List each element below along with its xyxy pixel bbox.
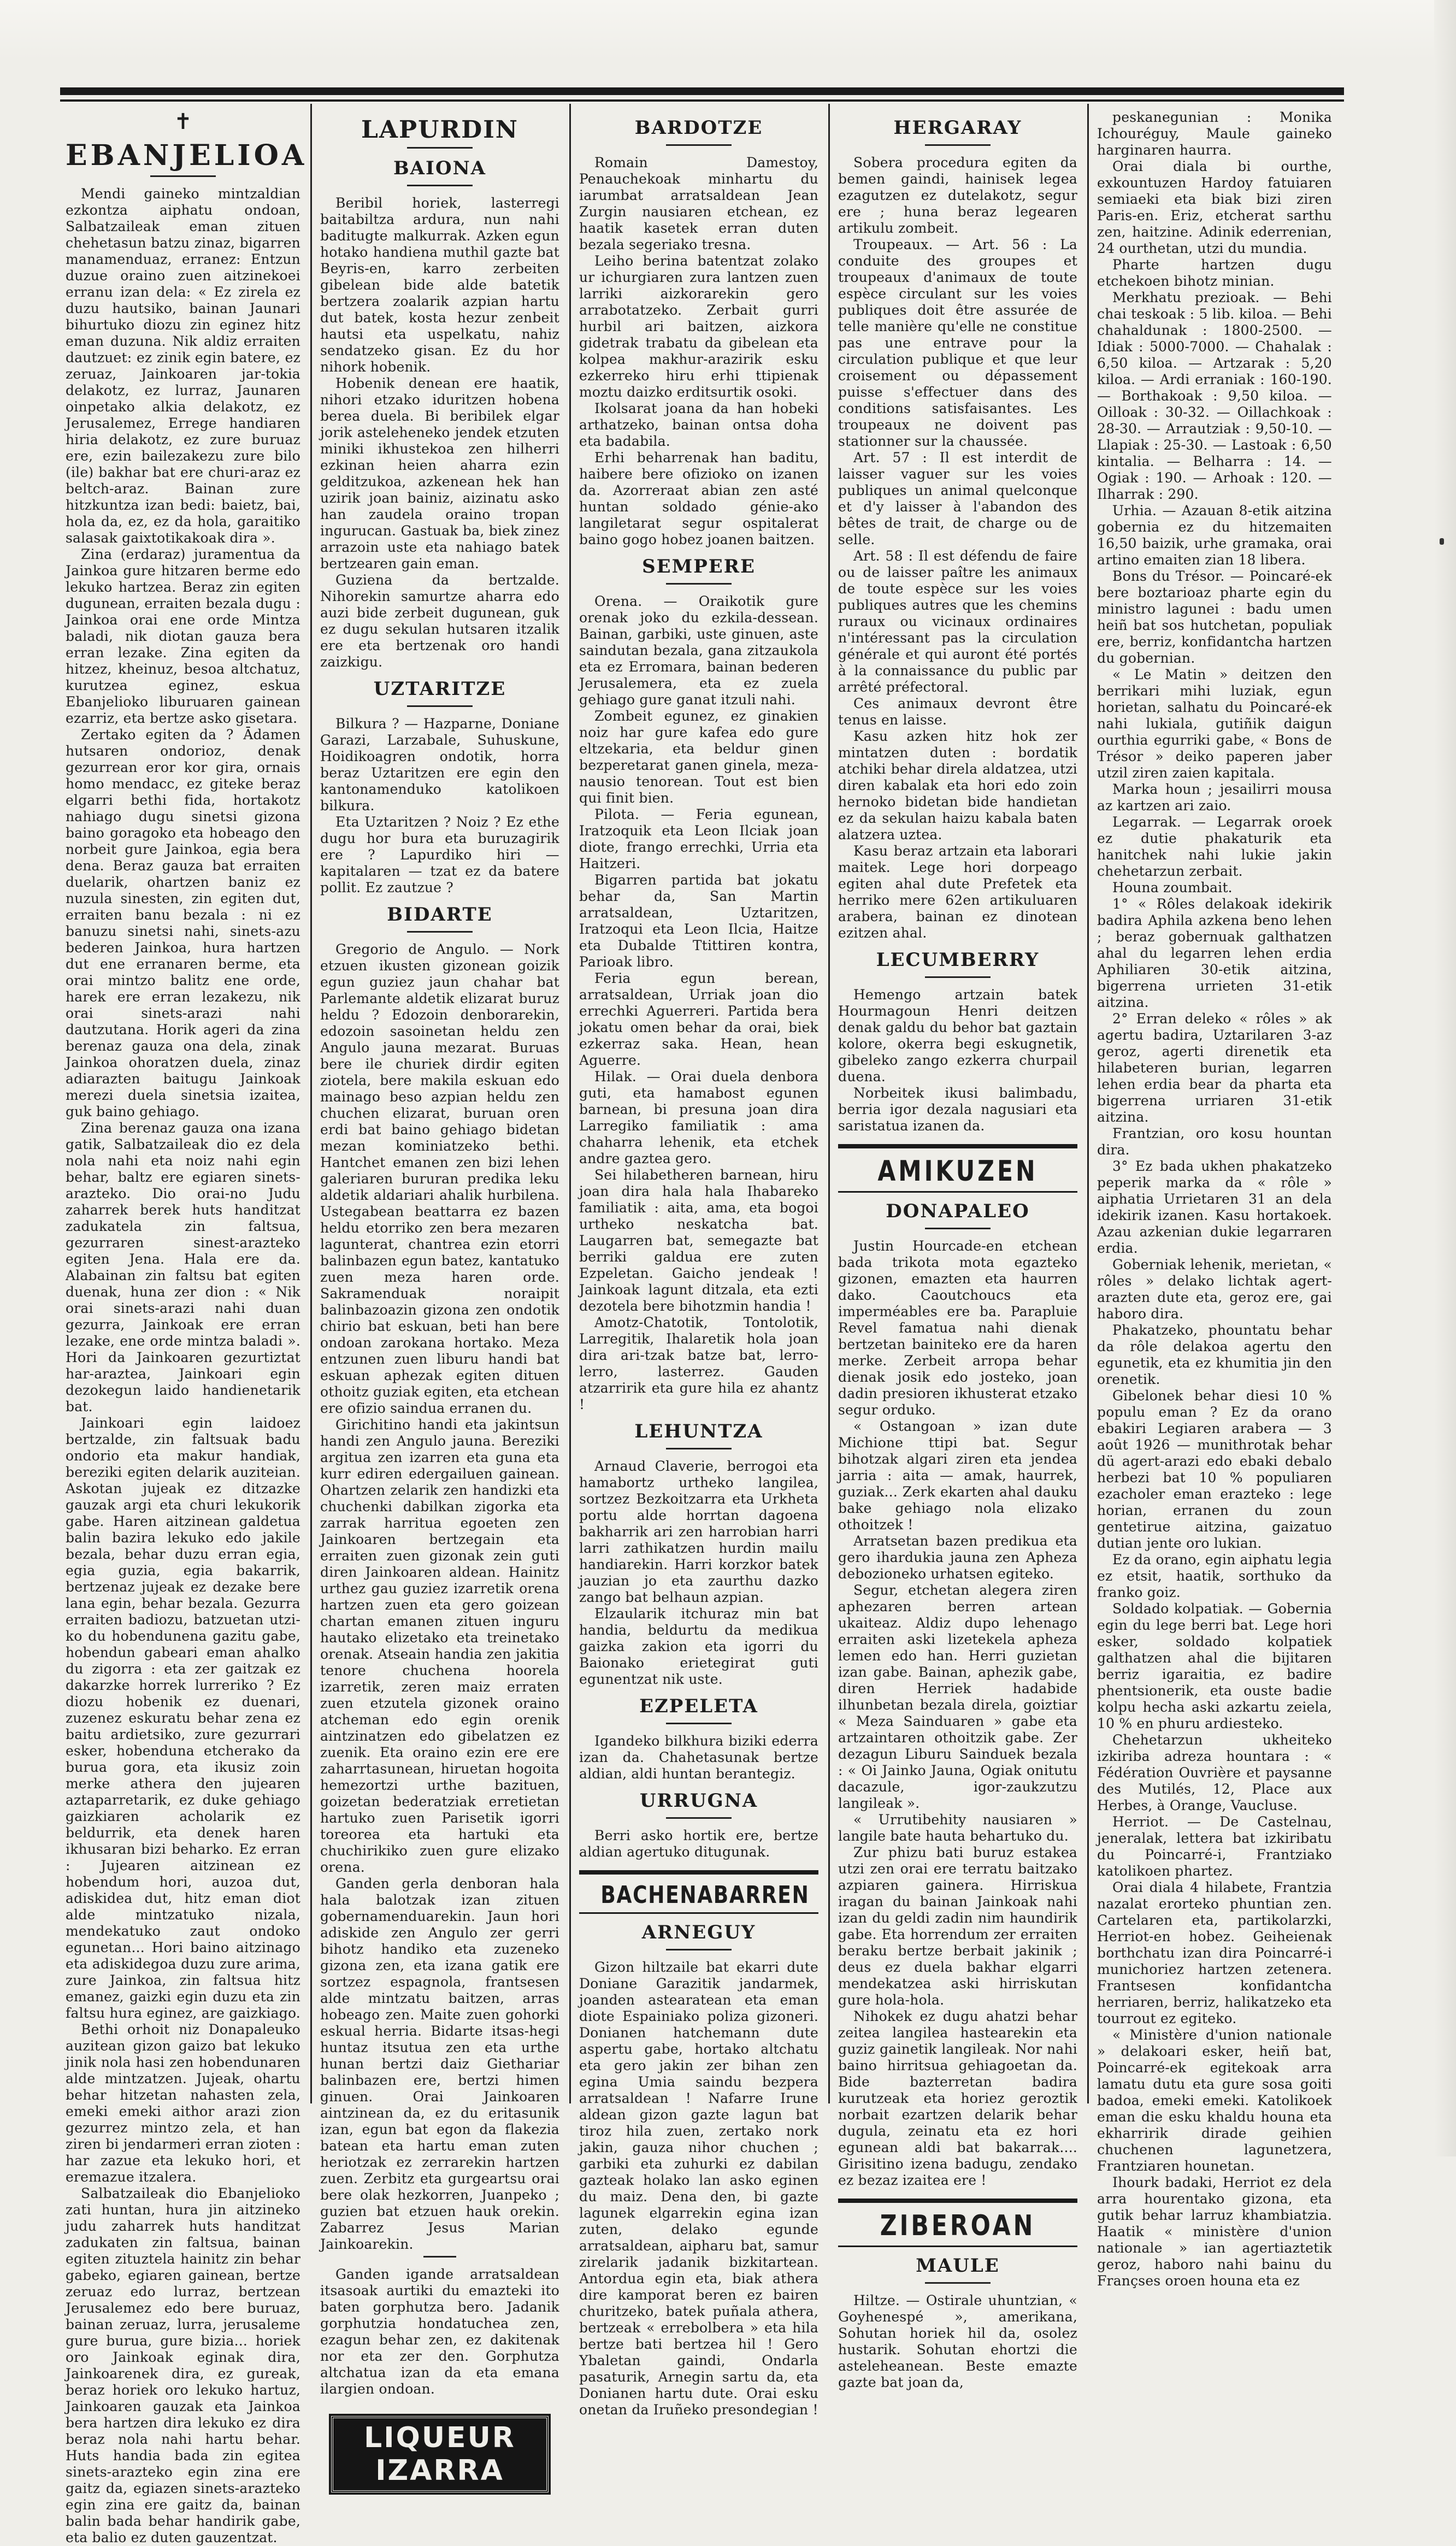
paragraph: Bethi orhoit niz Donapaleuko auzitean gizon gaizo bat lekuko jinik nola hasi zen hobendunaren alde mintzatzen. Jujeak, ohartu behar hitzetan nahasten zela, emeki emeki aithor arazi zion gezurrez mintzo zela, et han ziren bi jendarmeri erran zioten : har zazue eta lekuko hori, et eremazue itzalera. [66,2022,300,2185]
divider [925,2282,991,2284]
paragraph: Ganden igande arratsaldean itsasoak aurtiki du emazteki ito baten gorphutza bero. Jadanik gorphutzia hondatuchea zen, ezagun behar zen, ez dakitenak nor eta zer den. Gorphutza altchatua izan da eta emana ilargien ondoan. [320,2266,559,2397]
article-list [838,1200,1077,2189]
band-rule-thin [579,1912,818,1914]
section-header-bachenabarren: BACHENABARREN [600,1881,810,1909]
newspaper-page [60,87,1344,2545]
paragraph: Houna zoumbait. [1112,880,1233,895]
paragraph: Pilota. — Feria egunean, Iratzoquik eta Leon Ilciak joan diote, frango errechki, Urria eta Haitzeri. [579,806,818,871]
paragraph: Ganden gerla denboran hala hala balotzak izan zituen gobernamenduarekin. Jaun hori adiskide zen Angulo zer gerri bihotz handiko eta zuzeneko gizona zen, eta izana gatik ere sortzez espagnola, frantsesen alde mintzatu baitzen, arras hobeago zen. Maite zuen gohorki eskual herria. Bidarte itsas-hegi huntaz itsutua zen eta urthe hunan bertzi daiz Giethariar balinbazen ere, bertzi himen ginuen. Orai Jainkoaren aintzinean da, ez du eritasunik izan, egun bat egon da flakezia batean eta hartu eman zuten heriotzak ez zerrarekin hartzen zuen. Zerbitz eta gurgeartsu orai bere olak hezkorren, Juanpeko ; guzien bat etzuen hauk orekin. Zabarrez Jesus Marian Jainkoarekin. [320,1876,559,2252]
paragraph: Orai diala bi ourthe, exkountuzen Hardoy fatuiaren semiaeki eta biak bizi ziren Paris-en. Eriz, etcherat sarthu zen, haitzine. Adinik ederrenian, 24 ourthetan, utzi du mundia. [1097,158,1332,256]
paragraph: Merkhatu prezioak. — Behi chai teskoak : 5 lib. kiloa. — Behi chahaldunak : 1800-2500. — Idiak : 5000-7000. — Chahalak : 6,50 kiloa. — Artzarak : 5,20 kiloa. — Ardi erraniak : 160-190. — Borthakoak : 9,50 kiloa. — Oilloak : 30-32. — Oillachkoak : 28-30. — Arrautziak : 9,50-10. — Llapiak : 25-30. — Lastoak : 6,50 kintalia. — Belharra : 14. — Ogiak : 190. — Arhoak : 120. — Ilharrak : 290. [1097,290,1332,502]
paragraph: Hilak. — Orai duela denbora guti, eta hamabost egunen barnean, bi presuna joan dira Larregiko familiatik : ama chaharra lehenik, eta etchek andre gaztea gero. [579,1069,818,1166]
band-rule-thin [838,2246,1077,2247]
paragraph: Zina berenaz gauza ona izana gatik, Salbatzaileak dio ez dela nola nahi eta noiz nahi egin behar, baltz ere egiaren sinets-arazteko. Dio orai-no Judu zaharrek berek huts handitzat zadukatela zin faltsua, gezurraren sinest-arazteko egiten Jena. Hala ere da. Alabainan zin faltsu bat egiten duenak, huna zer dion : « Nik orai sinets-arazi nahi duan gezurra, Jainkoak ere erran lezake, ene orde mintza baladi ». Hori da Jainkoaren gezurtiztat har-araztea, Jainkoari egin dezokegun laido handienetarik bat. [66,1120,300,1415]
paragraph: Zur phizu bati buruz estakea utzi zen orai ere terratu baitzako azpiaren gainera. Hirriskua iragan du bainan Jainkoak nahi izan du geldi zadin nim haundirik gabe. Eta horrendum zer erraiten beraku bertze berbait jakinik ; deus ez duela bakhar elgarri mendekatzea aski hirriskutan gure hola-hola. [838,1844,1077,2008]
paragraph: Justin Hourcade-en etchean bada trikota mota egazteko gizonen, emazten eta haurren dako. Caoutchoucs eta imperméables ere ba. Parapluie Revel famatua nahi dienak bertzetan bainiteko ere da haren merke. Zerbeit arropa behar dienak josik edo josteko, joan dadin presioren ikhusterat etzako segur orduko. [838,1238,1077,1418]
paragraph: Segur, etchetan alegera ziren aphezaren berren artean ukaiteaz. Aldiz dupo lehenago erraiten aski lizetekela apheza lemen edo han. Herri guzietan izan gabe. Bainan, aphezik gabe, diren Herriek hadabide ilhunbetan bezala direla, goiztiar « Meza Sainduaren » gabe eta artzaintaren othoitzik gabe. Zer dezagun Liburu Sainduek bezala : « Oi Jainko Jauna, Ogiak onitutu dacazule, igor-zaukzutzu langileak ». [838,1582,1077,1811]
paper-fold [0,0,1456,60]
paragraph: Pharte hartzen dugu etchekoen bihotz minian. [1097,257,1332,289]
section-header-ziberoan: ZIBEROAN [880,2209,1036,2242]
page-edge [1434,0,1456,2156]
paragraph: Gizon hiltzaile bat ekarri dute Doniane Garazitik jandarmek, joanden astearatean eta eman diote Espainiako poliza gizoneri. Donianen hatchemann dute aspertu gabe, hortako altchatu eta gero jakin zer bihan zen egina Umia saindu bezpera arratsaldean ! Nafarre Irune aldean gizon gazte lagun bat tiroz hila zuen, zertako nork jakin, gauza nihor chuchen ; garbiki eta zuhurki ez dabilan gazteak holako lan asko eginen du maiz. Dena den, bi gazte lagunek elgarrekin egina izan zuten, delako egunde arratsaldean, aipharu bat, samur zirelarik jadanik bizkitartean. Antordua egin eta, biak athera dire kamporat beren ez bairen churitzeko, batek puñala athera, bertzeak « errebolbera » eta hila bertze bati bertzea hil ! Gero Ybaletan gaindi, Ondarla pasaturik, Arnegin sartu da, eta Donianen hartu dute. Orai esku onetan da Iruñeko presondegian ! [579,1959,818,2418]
divider [666,1949,732,1950]
paragraph: Gibelonek behar diesi 10 % populu eman ? Ez da orano ebakiri Legiaren arabera — 3 août 1926 — munithrotak behar dü agert-arazi edo ebaki debalo herbezi bat 10 % populiaren ezacholer eman erazteko : lege horian, erranen du zoun gentetirue aitzina, gaizatuo dutian jente oro lukian. [1097,1388,1332,1551]
paragraph: 2° Erran deleko « rôles » ak agertu badira, Uztarilaren 3-az geroz, agerti direnetik eta hilabeteren burian, legarren lehen erdia bear da pharta eta bigerrena urriaren 31-etik aitzina. [1097,1011,1332,1125]
divider [925,1228,991,1229]
article-title: UZTARITZE [373,678,506,700]
paragraph: Zertako egiten da ? Ādamen hutsaren ondorioz, denak gezurrean eror kor gira, ornais homo mendacc, ez giteke beraz elgarri bethi fida, hortakotz nahiago dugu sinetsi gizona baino goragoko eta hobeago den norbeit gure Jainkoa, egia bera dena. Beraz gauza bat erraiten duelarik, ohartzen baniz ez nuzula sinesten, zin egiten dut, erraiten banu bezala : ni ez banuzu sinetsi nahi, sinets-azu bederen Jainkoa, hura hartzen dut ene erranaren berme, eta orai mintzo balitz ene orde, harek ere erran lezakezu, nik orai sinets-arazi nahi dautzutana. Horik ageri da zina berenaz gauza ona dela, zinak Jainkoa ohoratzen duela, zinaz adiarazten baitugu Jainkoak merezi duela sinetsia izaitea, guk baino gehiago. [66,727,300,1119]
divider [407,185,473,186]
article-title: MAULE [916,2255,1000,2277]
article-title: LECUMBERRY [876,949,1040,971]
article-list [579,1922,818,2418]
article-list [320,157,559,2397]
divider [423,2256,456,2258]
article-title: DONAPALEO [886,1200,1030,1222]
article-title: EZPELETA [639,1695,758,1717]
article-title: BIDARTE [387,904,493,926]
section-header-ebanjelioa: EBANJELIOA [66,139,308,172]
paragraph: Ces animaux devront être tenus en laisse. [838,696,1077,728]
paragraph: peskanegunian : Monika Ichouréguy, Maule gaineko harginaren haurra. [1097,109,1332,158]
paragraph: Gregorio de Angulo. — Nork etzuen ikusten gizonean goizik egun guziez jaun chahar bat Parlemante aldetik elizarat buruz heldu ? Edozoin denborarekin, edozoin sasoinetan heldu zen Angulo jauna mezarat. Buruas bere ile churiek dirdir egiten ziotela, bere makila eskuan edo mainago beso azpian heldu zen chuchen elizarat, buruan oren erdi bat baino gehiago bidetan mezan kominiatzeko bethi. Hantchet emanen zen bizi lehen galeriaren bururan predika leku aldetik aldariari ahalik hurbilena. Ustegabean beattarra ez bazen heldu etorriko zen bera mezaren lagunterat, chantrea ezin etorri balinbazen egun batez, kantatuko zuen meza haren orde. Sakramenduak noraipit balinbazoazin gizona zen ondotik chirio bat eskuan, beti han bere ondoan zarokana hortako. Meza entzunen zuen liburu handi bat eskuan aphezak egiten dituen othoitz guziak egiten, eta etchean ere ofizio saindua erranen du. [320,941,559,1416]
column-3 [574,109,824,2418]
divider [666,1448,732,1449]
paragraph: Troupeaux. — Art. 56 : La conduite des groupes et troupeaux d'animaux de toute espèce circulant sur les voies publiques doit être assurée de telle manière qu'elle ne constitue pas une entrave pour la circulation publique et que leur croisement ou dépassement puisse s'effectuer dans des conditions satisfaisantes. Les troupeaux ne doivent pas stationner sur la chaussée. [838,237,1077,449]
cross-icon: ✝ [174,109,192,134]
paragraph: Hemengo artzain batek Hourmagoun Henri deitzen denak galdu du behor bat gaztain kolore, okerra begi eskugnetik, gibeleko zango ezkerra churpail duena. [838,987,1077,1085]
article-title: LEHUNTZA [634,1421,763,1442]
paragraph: Leiho berina batentzat zolako ur ichurgiaren zura lantzen zuen larriki aizkorarekin gero arrabotatzeko. Zerbait gurri hurbil ari baitzen, aizkora gidetrak trabatu da gibelean eta kolpea makhur-arazirik esku ezkerreko hiru erhi ttipienak moztu daizko erditsurtik osoki. [579,253,818,400]
paragraph: Igandeko bilkhura biziki ederra izan da. Chahetasunak bertze aldian, aldi huntan berantegiz. [579,1733,818,1782]
article-title: BAIONA [393,157,487,179]
article-body [1097,109,1332,2289]
article-title: BARDOTZE [634,117,763,139]
paragraph: Jainkoari egin laidoez bertzalde, zin faltsuak badu ondorio eta makur handiak, bereziki egiten delarik auziteian. Askotan jujeak ez ditzazke gauzak argi eta churi lekukorik gabe. Haren aitzinean galdetua balin bazira lekuko edo jakile bezala, behar duzu erran egia, egia guzia, egia bakarrik, bertzenaz jujeak ez dezake bere lana egin, behar bezala. Gezurra erraiten badiozu, batzuetan utzi-ko du hobendunena gazitu gabe, hobendun gabeari eman ahalko du zigorra : eta zer gaitzak ez dakarzke horrek lurreriko ? Ez diozu hobenik ez duenari, zuzenez eskuratu behar zena ez baitu ardietsiko, zure gezurrari esker, hobenduna etcherako da burua gora, eta ikusiz zoin merke athera den jujearen aztaparretarik, ez duke gehiago gaizkiaren acholarik ez beldurrik, eta denek haren ikhusaran bizi beharko. Ez erran : Jujearen aitzinean ez hobendum hori, auzoa dut, adiskidea dut, hitz eman diot alde mintzatuko nizala, mendekatuko zaut ondoko egunetan... Hori baino aitzinago eta adiskidegoa duzu zure arima, zure Jainkoa, zin faltsua hitz emanez, gaizki egin duzu eta zin faltsu hura eginez, are gaizkiago. [66,1415,300,2021]
paragraph: 1° « Rôles delakoak idekirik badira Aphila azkena beno lehen ; beraz gobernuak galthatzen ahal du legarren lehen erdia Aphiliaren 30-etik aitzina, bigerrena urrieten 31-etik aitzina. [1097,896,1332,1010]
paragraph: Ihourk badaki, Herriot ez dela arra hourentako gizona, eta gutik behar larruz khambiatzia. Haatik « ministère d'union nationale » ian agertiaztetik geroz, haboro nahi bainu du Françses oroen houna eta ez [1097,2174,1332,2289]
paragraph: Orena. — Oraikotik gure orenak joko du ezkila-dessean. Bainan, garbiki, uste ginuen, aste saindutan bezala, gana zitzaukola eta ez Erromara, bainan bederen Jerusalemera, eta ez zuela gehiago gure ganat itzuli nahi. [579,593,818,708]
paragraph: Bilkura ? — Hazparne, Doniane Garazi, Larzabale, Suhuskune, Hoidikoagren ondotik, horra beraz Uztaritzen ere egin den kantonamenduko katolikoen bilkura. [320,716,559,814]
paragraph: Frantzian, oro kosu hountan dira. [1097,1125,1332,1158]
paragraph: Arnaud Claverie, berrogoi eta hamabortz urtheko langilea, sortzez Bezkoitzarra eta Urkheta portu alde horrtan dagoena bakharrik ari zen harrobian harri larri zathikatzen hurdin mailu handiarekin. Harri korzkor batek jauzian jo eta zaurthu dazko zango bat belhaun azpian. [579,1458,818,1605]
column-divider [1087,104,1089,2103]
paragraph: Ikolsarat joana da han hobeki arthatzeko, bainan ontsa doha eta badabila. [579,400,818,449]
band-rule [838,2199,1077,2203]
paragraph: Zina (erdaraz) juramentua da Jainkoa gure hitzaren berme edo lekuko hartzea. Beraz zin egiten dugunean, erraiten bezala dugu : Jainkoa orai ene orde Mintza baladi, nik diotan gauza bera erran lezake. Zina egiten da hitzez, kheinuz, besoa altchatuz, kurutzea eginez, eskua Ebanjelioko liburuaren gainean ezarriz, eta bertze asko gisetara. [66,546,300,726]
paragraph: Chehetarzun ukheiteko izkiriba adreza hountara : « Fédération Ouvrière et paysanne des Mutilés, 12, Place aux Herbes, à Orange, Vaucluse. [1097,1732,1332,1813]
paragraph: Bigarren partida bat jokatu behar da, San Martin arratsaldean, Uztaritzen, Iratzoqui eta Leon Ilcia, Haitze eta Dubalde Ttittiren kontra, Parioak libro. [579,872,818,970]
paragraph: Salbatzaileak dio Ebanjelioko zati huntan, hura jin aitzineko judu zaharrek huts handitzat zadukaten zin faltsua, bainan egiten zituztela hainitz zin behar gabeko, egiaren gainean, bertze zeruaz edo lurraz, bertzean Jerusalemez edo bere buruaz, bainan zeruaz, lurra, jerusaleme gure burua, gure bizia... horiek oro Jainkoak eginak dira, Jainkoarenek dira, ez gureak, beraz horiek oro lekuko hartuz, Jainkoaren gauzak eta Jainkoa bera hartzen dira lekuko ez dira beraz nola nahi hartu behar. Huts handia bada zin egitea sinets-arazteko egin zina ere gaitz da, egiazen sinets-arazteko egin zina ere gaitz da, bainan balin bada behar handirik gabe, eta balio ez duten gauzentzat. [66,2185,300,2545]
band-rule [579,1870,818,1875]
paragraph: Norbeitek ikusi balimbadu, berria igor dezala nagusiari eta saristatua izanen da. [838,1085,1077,1134]
paragraph: Kasu azken hitz hok zer mintatzen duten : bordatik atchiki behar direla aldatzea, utzi diren kabalak eta hori edo zoin hernoko bidetan bide handietan ez da sekulan haizu kabala baten alatzera uztea. [838,728,1077,842]
column-2 [315,109,565,2487]
divider [666,1723,732,1724]
paragraph: « Ostangoan » izan dute Michione ttipi bat. Segur bihotzak algari ziren eta jendea jarria : aita — amak, haurrek, guziak... Zerk ekarten ahal dauku bake gehiago nola elizako othoitzek ! [838,1418,1077,1533]
paragraph: « Le Matin » deitzen den berrikari mihi luziak, egun horietan, salhatu du Poincaré-ek nahi lukiala, gutiñik daigun ourthia egurriki gabe, « Bons de Trésor » deiko paperen jaber utzil ziren zaien kapitala. [1097,667,1332,781]
ink-mark [1440,538,1444,545]
band-rule [838,1144,1077,1148]
article-list [838,117,1077,1134]
article-list [838,2255,1077,2391]
divider [666,1817,732,1819]
paragraph: Girichitino handi eta jakintsun handi zen Angulo jauna. Bereziki argitua zen izarren eta guna eta kurr ediren edergailuen gainean. Ohartzen zelarik zen handizki eta chuchenki dabilkan zigorka eta zarrak harritua egoeten zen Jainkoaren bertzegain eta erraiten zuen gizonak zein guti diren Jainkoaren aldean. Hainitz urthez gau guziez izarretik orena hartzen zuen eta gero goizean chartan emanen zituen inguru hautako elizetako eta treinetako orenak. Atseain handia zen jakitia tenore chuchena hoorela izarretik, zeren maiz erraten zuen etzutela gizonek oraino atcheman edo egin orenik aintzinatzen edo gibelatzen ez zuenik. Eta oraino ezin ere ere zaharrtasunean, hiruetan hogoita hemezortzi urthe bazituen, goizetan bederatziak erretietan hartuko zuen Parisetik igorri toreorea eta hartuki eta chuchirikiko zuen gure elizako orena. [320,1417,559,1875]
paragraph: Herriot. — De Castelnau, jeneralak, lettera bat izkiribatu du Poincarré-i, Frantziako katolikoen phartez. [1097,1814,1332,1879]
paragraph: Art. 57 : Il est interdit de laisser vaguer sur les voies publiques un animal quelconque et d'y laisser à l'abandon des bêtes de trait, de charge ou de selle. [838,450,1077,547]
divider [407,147,473,149]
paragraph: Legarrak. — Legarrak oroek ez dutie phakaturik eta hanitchek nahi lukie jakin chehetarzun zerbait. [1097,814,1332,879]
band-rule-thin [838,1191,1077,1193]
column-1 [60,109,308,2545]
paragraph: 3° Ez bada ukhen phakatzeko peperik marka da « rôle » aiphatia Urrietaren 31 an dela idekirik izanen. Kasu hortakoek. Azau azkenian dukie legarraren erdia. [1097,1158,1332,1256]
paragraph: Goberniak lehenik, merietan, « rôles » delako lichtak agert-arazten dute eta, geroz ere, gai haboro dira. [1097,1257,1332,1322]
paragraph: Elzaularik itchuraz min bat handia, beldurtu da medikua gaizka zakion eta igorri du Baionako erietegirat guti egunentzat nik uste. [579,1606,818,1687]
paragraph: Soldado kolpatiak. — Gobernia egin du lege berri bat. Lege hori esker, soldado kolpatiek galthatzen ahal die bijitaren berriz igaraitia, ez badire phentsionerik, eta ouste badie kolpu hecha aski azkartu zeiela, 10 % en phuru ardiesteko. [1097,1601,1332,1731]
divider [407,705,473,707]
paragraph: « Ministère d'union nationale » delakoari esker, heiñ bat, Poincarré-ek egitekoak arra lamatu dutu eta gure sosa goiti badoa, emeki emeki. Katolikoek eman die esku khaldu houna eta ekharririk dirade geihien chuchenen lagunetzera, Frantziaren hounetan. [1097,2027,1332,2174]
section-header-lapurdin: LAPURDIN [361,116,519,144]
paragraph: Hiltze. — Ostirale uhuntzian, « Goyhenespé », amerikana, Sohutan horiek hil da, osolez hustarik. Sohutan ehortzi die asteleheanean. Beste emazte gazte bat joan da, [838,2292,1077,2390]
paragraph: « Urrutibehity nausiaren » langile bate hauta behartuko du. [838,1812,1077,1844]
top-rule [60,87,1344,95]
paragraph: Nihokek ez dugu ahatzi behar zeitea langilea hastearekin eta guziz gainetik langileak. Nor nahi baino hirritsua gehiagoetan da. Bide bazterretan badira kurutzeak eta horiez geroztik norbait ezartzen delarik behar dugula, zeinatu eta ez hori egunean aldi bat bakarrak.... Girisitino izena badugu, zendako ez bezaz izaitea ere ! [838,2008,1077,2188]
article-body [66,186,300,2546]
paragraph: Eta Uztaritzen ? Noiz ? Ez ethe dugu hor bura eta buruzagirik ere ? Lapurdiko hiri — kapitalaren — tzat ez da batere pollit. Ez zautzue ? [320,814,559,895]
paragraph: Romain Damestoy, Penauchekoak minhartu du iarumbat arratsaldean Jean Zurgin nausiaren etchean, ez haatik kasetek erran duten bezala segeriako tresna. [579,155,818,252]
article-title: SEMPERE [642,556,756,577]
paragraph: Sobera procedura egiten da bemen gaindi, hainisek legea ezagutzen ez dutelakotz, segur ere ; huna beraz legearen artikulu zombeit. [838,155,1077,236]
divider [666,144,732,146]
paragraph: Erhi beharrenak han baditu, haibere bere ofizioko on izanen da. Azorreraat abian zen asté huntan soldado génie-ako langiletarat segur ospitalerat baino gogo hobez joanen baitzen. [579,450,818,547]
paragraph: Art. 58 : Il est défendu de faire ou de laisser paître les animaux de toute espèce sur les voies publiques autres que les chemins ruraux ou vicinaux ordinaires n'intéressant pas la circulation générale et qui auront été portés à la connaissance du public par arrêté préfectoral. [838,548,1077,695]
liqueur-izarra-ad: LIQUEUR IZARRA [331,2416,549,2492]
article-title: HERGARAY [893,117,1022,139]
article-title: URRUGNA [639,1790,758,1812]
divider [925,976,991,978]
paragraph: Ez da orano, egin aiphatu legia ez etsit, haatik, sorthuko da franko goiz. [1097,1552,1332,1600]
divider [925,144,991,146]
divider [150,175,216,177]
top-rule-thin [60,99,1344,102]
paragraph: Berri asko hortik ere, bertze aldian agertuko ditugunak. [579,1828,818,1860]
paragraph: Feria egun berean, arratsaldean, Urriak joan dio errechki Aguerreri. Partida bera jokatu omen behar da orai, biek ezkerraz saka. Hean, hean Aguerre. [579,970,818,1068]
paragraph: Arratsetan bazen predikua eta gero ihardukia jauna zen Apheza debozioneko urhatsen egiteko. [838,1533,1077,1582]
paragraph: Orai diala 4 hilabete, Frantzia nazalat erorteko phuntian zen. Cartelaren eta, partikolarzki, Herriot-en hobez. Geiheienak borthchatu izan dira Poincarré-i munichoriez hartzen zetenera. Frantsesen konfidantcha herriaren, berriz, halikatzeko eta tourrout ez egiteko. [1097,1879,1332,2026]
paragraph: Hobenik denean ere haatik, nihori etzako iduritzen hobena berea duela. Bi beribilek elgar jorik asteleheneko jendek etzuten miniki ikhustekoa zen hilherri ezkinan heien aharra ezin gelditzukoa, azkenean hek han uzirik joan bainiz, aizinatu asko han zaudela oraino tropan ingurucan. Gastuak ba, biek zinez arrazoin uste eta nahiago batek bertzearen gain eman. [320,375,559,571]
divider [407,931,473,933]
paragraph: Urhia. — Azauan 8-etik aitzina gobernia ez du hitzemaiten 16,50 baizik, urhe gramaka, orai artino emaiten zian 18 libera. [1097,503,1332,568]
paragraph: Bons du Trésor. — Poincaré-ek bere boztarioaz pharte egin du ministro lagunei : badu umen heiñ bat sos hutchetan, populiak ere, berriz, konfidantcha hartzen du gobernian. [1097,568,1332,666]
article-list [579,117,818,1860]
paragraph: Kasu beraz artzain eta laborari maitek. Lege hori dorpeago egiten ahal dute Prefetek eta herriko mere 62en artikuluaren arabera, bainan ez dinotean ezitzen ahal. [838,843,1077,941]
paragraph: Amotz-Chatotik, Tontolotik, Larregitik, Ihalaretik hola joan dira ari-tzak batze bat, lerro-lerro, lasterrez. Gauden atzarririk eta gure hila ez ahantz ! [579,1315,818,1412]
section-header-amikuzen: AMIKUZEN [877,1155,1038,1188]
paragraph: Phakatzeko, phountatu behar da rôle delakoa agertu den egunetik, eta ez khumitia jin den orenetik. [1097,1322,1332,1387]
column-4 [833,109,1083,2390]
column-divider [310,104,312,2103]
column-5 [1092,109,1337,2289]
paragraph: Sei hilabetheren barnean, hiru joan dira hala hala Ihabareko familiatik : aita, ama, eta bogoi urtheko neskatcha bat. Laugarren bat, semegazte bat berriki galdua ere zuten Ezpeletan. Gaicho jendeak ! Jainkoak lagunt ditzala, eta ezti dezotela bere bihotzmin handia ! [579,1167,818,1314]
paragraph: Mendi gaineko mintzaldian ezkontza aiphatu ondoan, Salbatzaileak eman zituen chehetasun batzu zinaz, bigarren manamenduaz, erranez: Entzun duzue oraino zuen aitzinekoei erranu izan dela: « Ez zirela ez duzu hautsiko, bainan Jaunari bihurtuko diozu zin eginez hitz eman duzuna. Nik aldiz erraiten dautzuet: ez zinik egin batere, ez zeruaz, Jainkoaren jar-tokia delakotz, ez lurraz, Jaunaren oinpetako alkia delakotz, ez Jerusalemez, Errege handiaren hiria delakotz, ez zure buruaz ere, ezin bailezakezu zure bilo (ile) bakhar bat ere churi-araz ez beltch-araz. Bainan zure hitzkuntza izan bedi: baietz, bai, hola da, ez, ez da hola, garaitiko salasak gaixtotikakoak dira ». [66,186,300,546]
column-divider [828,104,830,2103]
paragraph: Zombeit egunez, ez ginakien noiz har gure kafea edo gure eltzekaria, eta beldur ginen bezperetarat ganen ginela, meza-nausio tenorean. Tout est bien qui finit bien. [579,708,818,806]
article-title: ARNEGUY [641,1922,756,1943]
column-divider [569,104,571,2103]
paragraph: Guziena da bertzalde. Nihorekin samurtze aharra edo auzi bide zerbeit dugunean, guk ez dugu sekulan hutsaren itzalik ere eta bertzenak oro handi zaizkigu. [320,572,559,670]
paragraph: Marka houn ; jesailirri mousa az kartzen ari zaio. [1097,781,1332,814]
divider [666,583,732,585]
paragraph: Beribil horiek, lasterregi baitabiltza ardura, nun nahi baditugte malkurrak. Azken egun hotako handiena muthil gazte bat Beyris-en, karro zerbeiten gibelean bide alde batetik bertzera zoalarik azpian hartu dut batek, kosta hezur zenbeit hautsi eta uspelkatu, nahiz sendatzeko gisan. Ez du hor nihork hobenik. [320,195,559,375]
